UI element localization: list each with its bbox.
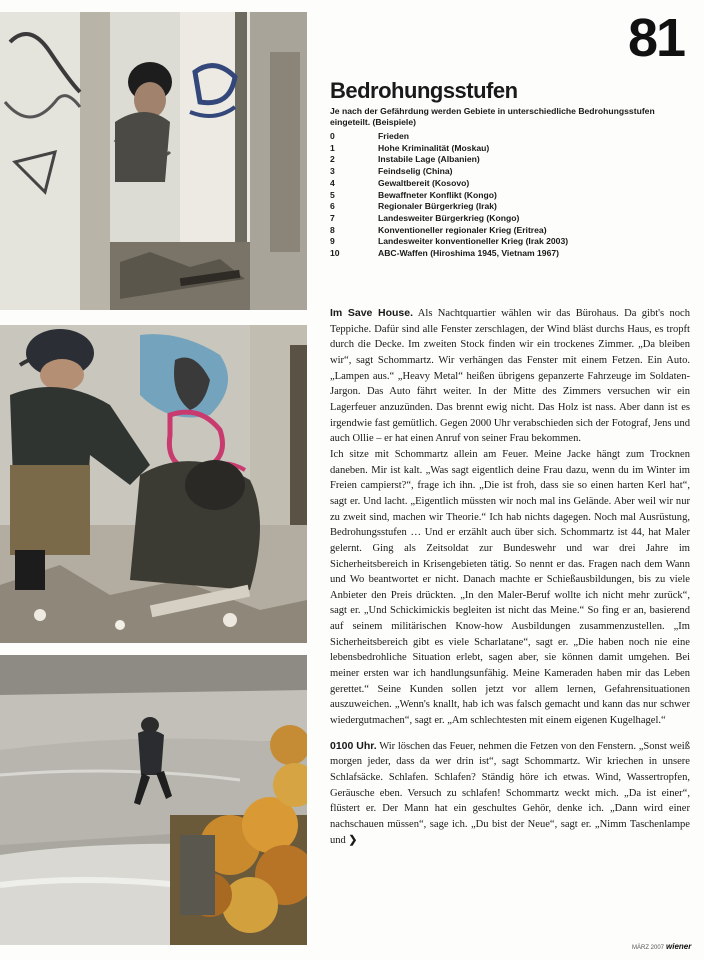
list-item: 8 Konventioneller regionaler Krieg (Eritrea) [330,224,547,235]
photo-man-running-snow [0,655,307,945]
list-item: 1 Hohe Kriminalität (Moskau) [330,142,490,153]
page-number: 81 [628,8,685,68]
article-body [330,306,690,848]
list-item: 7 Landesweiter Bürgerkrieg (Kongo) [330,212,520,223]
list-item: 9 Landesweiter konventioneller Krieg (Irak 2003) [330,236,569,247]
page-footer [632,942,691,951]
article-paragraph: Ich sitze mit Schommartz allein am Feuer. Meine Jacke hängt zum Trocknen daneben. Mir ist kalt. „Was sagt eigentlich deine Frau dazu, wenn du im Winter im Freien campierst?“, frage ich ihn. „Die ist froh, dass sie so einen harten Kerl hat“, sagt er. Und lacht. „Eigentlich müssten wir noch mal ins Gelände. Aber weil wir nur zu zweit sind, machen wir Theorie.“ Ich hab nichts dagegen. Noch mal Ausrüstung, Bedrohungsstufen … Und er erzählt auch über sich. Schommartz ist 44, hat Maler gelernt. Ging als Zeitsoldat zur Bundeswehr und war drei Jahre im Sicherheitsbereich in Krisengebieten tätig. So nennt er das. Fragen nach dem Wann und Wo beantwortet er nicht. Danach machte er Schießausbildungen, bis zu viele Anbieter den Preis drückten. „In den Maler-Beruf wollte ich nicht mehr zurück“, sagt er. „Und Schickimickis begleiten ist nicht das Meine.“ So fing er an, basierend auf seinem militärischen Know-how Ausbildungen zusammenzustellen. „Im Sicherheitsbereich gibt es viele Scharlatane“, sagt er. „Die haben noch nie eine lebensbedrohliche Situation erlebt, sagen aber, sie können damit umgehen. Bei meiner ersten war ich handlungsunfähig. Meine Kameraden haben mir das Leben gerettet.“ Seine Kunden sollen jetzt vor allem lernen, Gefahrensituationen auszuweichen. „Wenn's knallt, hab ich was falsch gemacht und kann das nur schwer wiedergutmachen“, sagt er. „Am schlechtesten mit einem eigenen Kugelhagel.“ [330,448,690,727]
issue-date: MÄRZ 2007 [632,945,665,951]
magazine-brand: wiener [666,942,692,951]
list-item: 0 Frieden [330,131,410,141]
threat-levels-list [330,131,690,260]
section-lead-0100: 0100 Uhr. [330,739,377,752]
list-item: 2 Instabile Lage (Albanien) [330,154,480,165]
continue-arrow-icon: ❯ [348,833,358,846]
sidebar-intro: Je nach der Gefährdung werden Gebiete in unterschiedliche Bedrohungsstufen eingeteilt. (Beispiele) [330,106,655,127]
sidebar-title: Bedrohungsstufen [330,78,518,103]
photo-man-peeking-doorway [0,12,307,310]
article-paragraph: 0100 Uhr. Wir löschen das Feuer, nehmen die Fetzen von den Fenstern. „Sonst weiß morgen jeder, dass da wer drin ist“, sagt Schommartz. Wir kriechen in unsere Schlafsäcke. Schlafen. Schlafen? Ständig höre ich etwas. Wind, Wassertropfen, Geräusche eben. Versuch zu schlafen! Schommartz weckt mich. „Da ist einer“, flüstert er. Der Mann hat ein geschultes Gehör, denke ich. „Dann wird einer nachschauen müssen“, sage ich. „Du bist der Neue“, sagt er. „Nimm Taschenlampe und ❯ [330,739,691,846]
list-item: 10 ABC-Waffen (Hiroshima 1945, Vietnam 1967) [330,248,560,259]
photo-men-crouching-graffiti [0,325,307,643]
article-paragraph: Im Save House. Als Nachtquartier wählen wir das Bürohaus. Da gibt's noch Teppiche. Dafür sind alle Fenster zerschlagen, der Wind bläst durchs Haus, es tropft durch die Decke. Im zweiten Stock finden wir ein trockenes Zimmer. „Da bleiben wir“, sagt Schommartz. Wir verhängen das Fenster mit einem Fetzen. Ein Auto. „Lampen aus.“ „Heavy Metal“ heißen übrigens gepanzerte Fahrzeuge im Soldaten-Jargon. Das Auto fährt weiter. In der Mitte des Zimmers versuchen wir ein Lagerfeuer anzuzünden. Das brennt ewig nicht. Das Holz ist nass. Aber dann ist es irgendwie fast gemütlich. Gegen 2000 Uhr verabschieden sich der Fotograf, Jens und auch Ollie – er hat einen Anruf von seiner Frau bekommen. [330,307,690,445]
list-item: 5 Bewaffneter Konflikt (Kongo) [330,189,497,200]
list-item: 4 Gewaltbereit (Kosovo) [330,177,470,188]
list-item: 6 Regionaler Bürgerkrieg (Irak) [330,201,497,212]
section-lead-save-house: Im Save House. [330,307,414,319]
list-item: 3 Feindselig (China) [330,166,453,177]
threat-levels-box [330,78,690,260]
